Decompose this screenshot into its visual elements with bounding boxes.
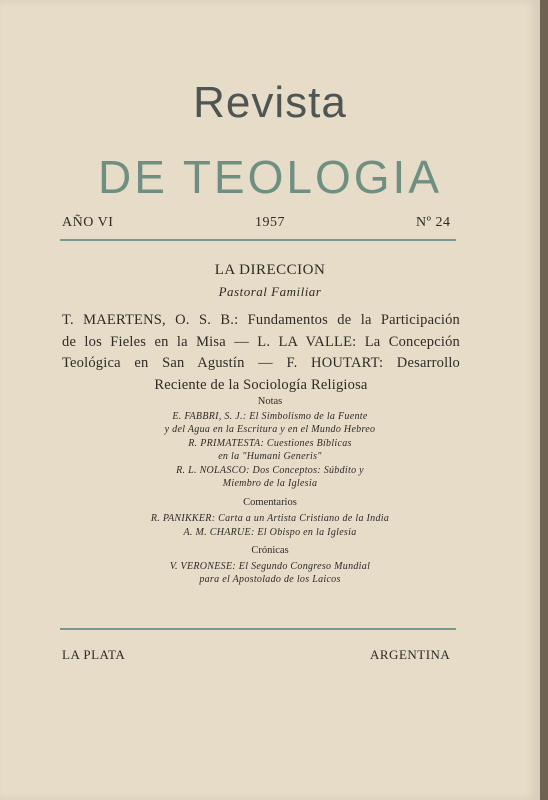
main-articles-line: T. MAERTENS, O. S. B.: Fundamentos de la Participación bbox=[62, 312, 460, 328]
title-revista: Revista bbox=[193, 78, 347, 127]
cronicas-heading: Crónicas bbox=[251, 545, 289, 556]
comentarios-entry-line: A. M. CHARUE: El Obispo en la Iglesia bbox=[183, 527, 357, 538]
comentarios-entry bbox=[100, 512, 440, 525]
comentarios-entry-line: R. PANIKKER: Carta a un Artista Cristiano de la India bbox=[150, 513, 390, 524]
notas-entry bbox=[100, 410, 440, 436]
main-articles-line: de los Fieles en la Misa — L. LA VALLE: La Concepción bbox=[62, 333, 460, 350]
notas-entry-line: R. PRIMATESTA: Cuestiones Bíblicas bbox=[188, 438, 352, 449]
notas-entry-line: R. L. NOLASCO: Dos Conceptos: Súbdito y bbox=[176, 465, 364, 476]
footer-city: LA PLATA bbox=[62, 647, 126, 662]
cronicas-entry-line: V. VERONESE: El Segundo Congreso Mundial bbox=[169, 561, 371, 572]
comentarios-heading: Comentarios bbox=[243, 497, 297, 508]
main-articles bbox=[62, 310, 460, 396]
notas-entry-line: y del Agua en la Escritura y en el Mundo Hebreo bbox=[164, 424, 376, 435]
main-articles-line: Teológica en San Agustín — F. HOUTART: Desarrollo bbox=[62, 355, 460, 371]
issue-number: Nº 24 bbox=[416, 215, 451, 230]
cronicas-entry-line: para el Apostolado de los Laicos bbox=[199, 574, 341, 585]
cronicas-entry bbox=[100, 560, 440, 586]
notas-entry-line: en la "Humani Generis" bbox=[218, 451, 322, 462]
main-articles-line: Reciente de la Sociología Religiosa bbox=[154, 376, 368, 393]
notas-entry-line: E. FABBRI, S. J.: El Simbolismo de la Fuente bbox=[172, 411, 368, 422]
notas-entry-line: Miembro de la Iglesia bbox=[222, 478, 318, 489]
year-label: AÑO VI bbox=[62, 215, 114, 230]
bottom-divider bbox=[60, 628, 456, 630]
comentarios-entry bbox=[100, 526, 440, 539]
direction-subtitle: Pastoral Familiar bbox=[218, 284, 322, 299]
notas-entry bbox=[100, 464, 440, 490]
issue-date: 1957 bbox=[255, 215, 285, 230]
top-divider bbox=[60, 239, 456, 241]
title-de-teologia: DE TEOLOGIA bbox=[97, 151, 443, 203]
notas-entry bbox=[100, 437, 440, 463]
notas-heading: Notas bbox=[257, 396, 283, 407]
direction-heading: LA DIRECCION bbox=[214, 262, 326, 278]
footer-country: ARGENTINA bbox=[370, 647, 451, 662]
